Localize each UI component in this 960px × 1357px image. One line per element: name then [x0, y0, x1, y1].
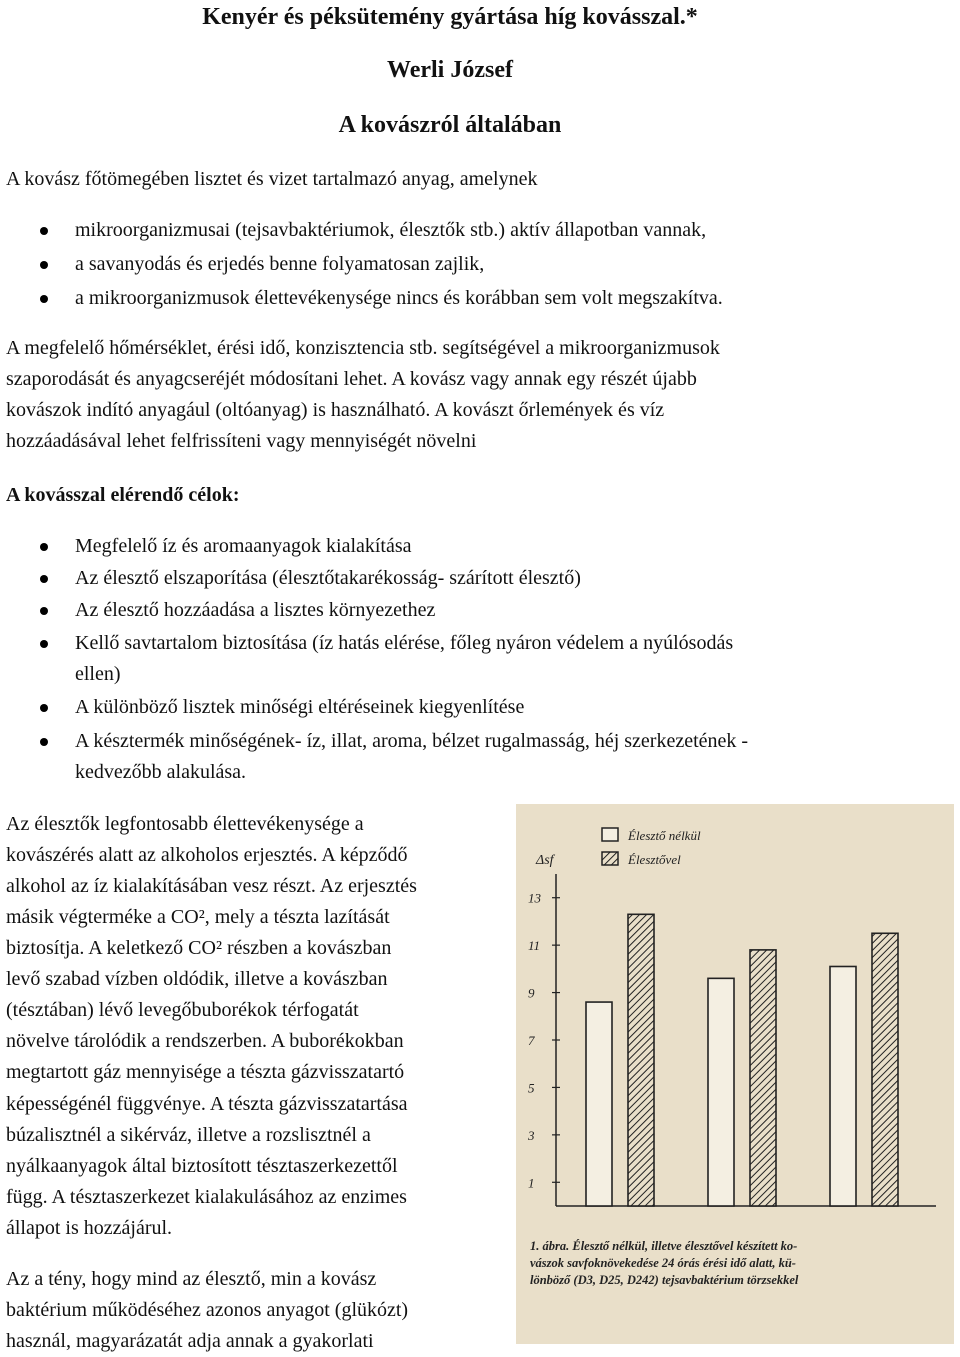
paragraph-line: Az a tény, hogy mind az élesztő, min a kovász — [6, 1268, 377, 1290]
y-tick-label: 5 — [528, 1080, 535, 1096]
figure-caption-line: vászok savfoknövekedése 24 órás érési idő alatt, kü- — [530, 1256, 796, 1270]
legend-swatch-empty — [602, 828, 618, 841]
paragraph-line: kovászok indító anyagául (oltóanyag) is használható. A kovászt őrlemények és víz — [6, 399, 665, 421]
legend-label: Élesztő nélkül — [628, 828, 701, 843]
y-tick-label: 3 — [528, 1127, 535, 1143]
bullet-icon — [40, 575, 48, 583]
bar-D3-with-yeast — [628, 914, 654, 1206]
bullet-icon — [40, 640, 48, 648]
bar-D242-without-yeast — [830, 966, 856, 1206]
figure-caption-line: 1. ábra. Élesztő nélkül, illetve élesztővel készített ko- — [530, 1239, 798, 1253]
document-title: Kenyér és péksütemény gyártása híg kovásszal.* — [202, 4, 698, 30]
document-page: Kenyér és péksütemény gyártása híg kovásszal.* Werli József A kovászról általában A kovász főtömegében lisztet és vizet tartalmazó anyag, amelynek mikroorganizmusai (tejsavbaktériumok, élesztők stb.) aktív állapotban vannak, a savanyodás és erjedés benne folyamatosan zajlik, a mikroorganizmusok élettevékenysége nincs és korábban sem volt megszakítva. A megfelelő hőmérséklet, érési idő, konzisztencia stb. segítségével a mikroorganizmusok szaporodását és anyagcseréjét módosítani lehet. A kovász vagy annak egy részét újabb kovászok indító anyagául (oltóanyag) is használható. A kovászt őrlemények és víz hozzáadásával lehet felfrissíteni vagy mennyiségét növelni A kovásszal elérendő célok: Megfelelő íz és aromaanyagok kialakítása Az élesztő elszaporítása (élesztőtakarékosság- szárított élesztő) Az élesztő hozzáadása a lisztes környezethez Kellő savtartalom biztosítása (íz hatás elérése, főleg nyáron védelem a nyúlósodás ellen) A különböző lisztek minőségi eltéréseinek kiegyenlítése A késztermék minőségének- íz, illat, aroma, bélzet rugalmasság, héj szerkezetének - kedvezőbb alakulása. Az élesztők legfontosabb élettevékenysége a kovászérés alatt az alkoholos erjesztés. A képződő alkohol az íz kialakításában vesz részt. Az erjesztés másik végterméke a CO², mely a tészta lazítását biztosítja. A keletkező CO² részben a kovászban levő szabad vízben oldódik, illetve a kovászban (tésztában) lévő levegőbuborékok térfogatát növelve tárolódik a rendszerben. A buborékokban megtartott gáz mennyisége a tészta gázvisszatartó képességénél függvénye. A tészta gázvisszatartása búzalisztnél a sikérváz, illetve a rozslisztnél a nyálkaanyagok által biztosított tésztaszerkezettől függ. A tésztaszerkezet kialakulásához az enzimes állapot is hozzájárul. Az a tény, hogy mind az élesztő, min a kovász baktérium működéséhez azonos anyagot (glükózt) használ, magyarázatát adja annak a gyakorlati Élesztő nélkül Élesztővel Δsf 13 11 9 7 5 3 1 1. ábra. Élesztő nélkül, illetve élesztővel készített ko- vászok savfoknövekedése 24 órás érési idő alatt, kü- lönböző (D3, D25, D242) tejsavbaktérium törzsekkel — [0, 0, 960, 1356]
paragraph-line: függ. A tésztaszerkezet kialakulásához az enzimes — [6, 1186, 407, 1208]
paragraph-line: használ, magyarázatát adja annak a gyakorlati — [6, 1330, 374, 1352]
legend-label: Élesztővel — [628, 852, 681, 867]
paragraph-line: kovászérés alatt az alkoholos erjesztés. A képződő — [6, 844, 408, 866]
section-title: A kovászról általában — [338, 112, 562, 138]
goals-heading: A kovásszal elérendő célok: — [6, 484, 240, 506]
bar-D25-with-yeast — [750, 950, 776, 1206]
bullet-icon — [40, 261, 48, 269]
paragraph-line: megtartott gáz mennyisége a tészta gázvisszatartó — [6, 1061, 405, 1083]
figure-caption-line: lönböző (D3, D25, D242) tejsavbaktérium törzsekkel — [530, 1273, 799, 1287]
y-tick-label: 11 — [528, 938, 541, 954]
paragraph-line: baktérium működéséhez azonos anyagot (glükózt) — [6, 1299, 409, 1321]
bar-D3-without-yeast — [586, 1002, 612, 1206]
figure-chart — [516, 804, 954, 1344]
paragraph-line: levő szabad vízben oldódik, illetve a kovászban — [6, 968, 388, 990]
bullet-icon — [40, 704, 48, 712]
paragraph-line: Az élesztők legfontosabb élettevékenysége a — [6, 813, 364, 835]
paragraph-line: nyálkaanyagok által biztosított tésztaszerkezettől — [6, 1155, 398, 1177]
paragraph-line: másik végterméke a CO², mely a tészta lazítását — [6, 906, 390, 928]
y-tick-label: 9 — [528, 985, 535, 1001]
bullet-icon — [40, 607, 48, 615]
paragraph-line: állapot is hozzájárul. — [6, 1217, 173, 1239]
paragraph-line: búzalisztnél a sikérváz, illetve a rozslisztnél a — [6, 1124, 371, 1146]
y-tick-label: 1 — [528, 1175, 535, 1191]
bullet-icon — [40, 543, 48, 551]
paragraph-line: (tésztában) lévő levegőbuborékok térfogatát — [6, 999, 359, 1021]
y-tick-label: 7 — [528, 1033, 535, 1048]
author-name: Werli József — [387, 57, 513, 83]
paragraph-line: képességénél függvénye. A tészta gázvisszatartása — [6, 1093, 408, 1115]
bullet-icon — [40, 295, 48, 303]
bullet-icon — [40, 227, 48, 235]
paragraph-line: biztosítja. A keletkező CO² részben a kovászban — [6, 937, 392, 959]
paragraph-line: növelve tárolódik a rendszerben. A buborékokban — [6, 1030, 404, 1052]
bar-D25-without-yeast — [708, 978, 734, 1206]
y-tick-label: 13 — [528, 890, 541, 906]
intro-text: A kovász főtömegében lisztet és vizet tartalmazó anyag, amelynek — [6, 168, 538, 190]
bar-chart — [516, 804, 954, 1344]
paragraph-line: szaporodását és anyagcseréjét módosítani lehet. A kovász vagy annak egy részét újabb — [6, 368, 697, 390]
paragraph-line: alkohol az íz kialakításában vesz részt. Az erjesztés — [6, 875, 417, 897]
legend-swatch-hatched — [602, 852, 618, 865]
y-axis-label: Δsf — [536, 853, 554, 868]
bar-D242-with-yeast — [872, 933, 898, 1206]
paragraph-line: hozzáadásával lehet felfrissíteni vagy mennyiségét növelni — [6, 430, 477, 452]
bullet-icon — [40, 738, 48, 746]
paragraph-line: A megfelelő hőmérséklet, érési idő, konzisztencia stb. segítségével a mikroorganizmusok — [6, 337, 720, 359]
